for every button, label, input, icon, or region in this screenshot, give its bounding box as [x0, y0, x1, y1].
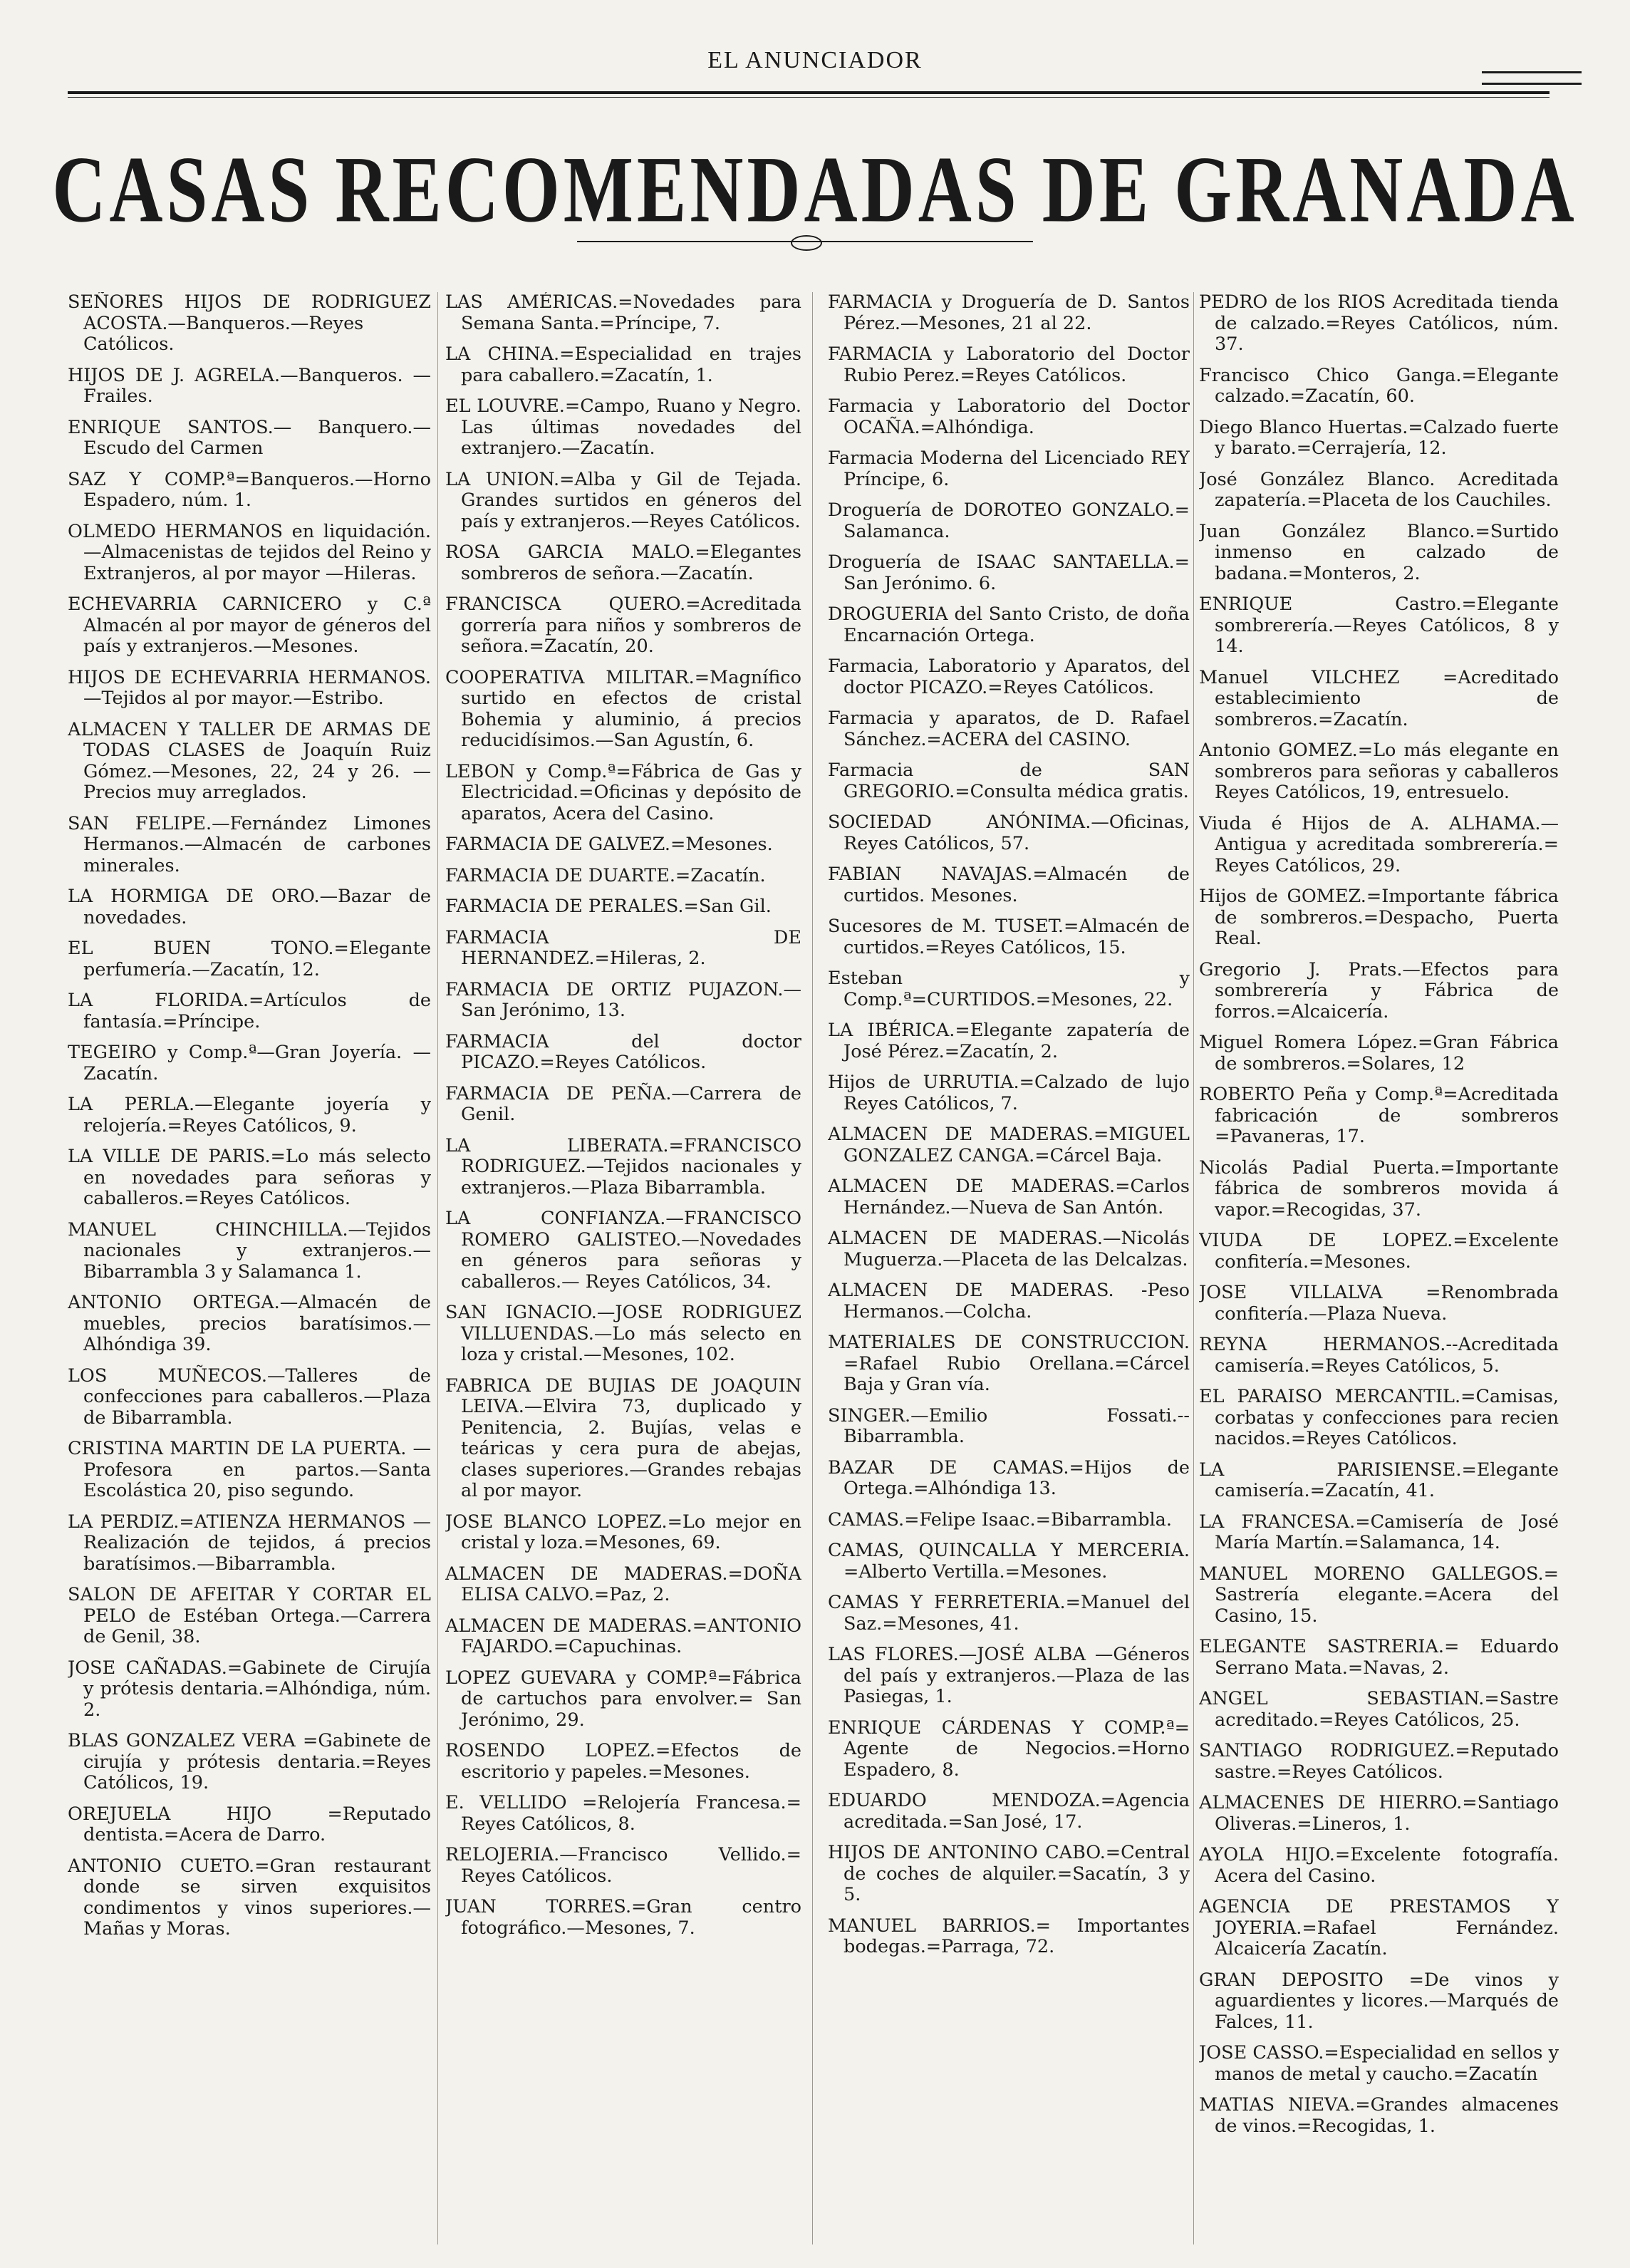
listing-entry: FARMACIA DE DUARTE.=Zacatín. — [445, 864, 766, 886]
listing-entry: ANGEL SEBASTIAN.=Sastre acreditado.=Reyes Católicos, 25. — [1199, 1688, 1559, 1731]
listing-entry: ALMACEN DE MADERAS. -Peso Hermanos.—Colcha. — [828, 1280, 1190, 1322]
listing-entry: ROSA GARCIA MALO.=Elegantes sombreros de señora.—Zacatín. — [445, 542, 801, 584]
listing-entry: LA UNION.=Alba y Gil de Tejada. Grandes surtidos en géneros del país y extranjeros.—Reyes Católicos. — [445, 468, 801, 532]
listing-entry: CAMAS.=Felipe Isaac.=Bibarrambla. — [828, 1508, 1172, 1531]
listing-entry: CAMAS, QUINCALLA Y MERCERIA. =Alberto Vertilla.=Mesones. — [828, 1540, 1190, 1583]
listing-entry: GRAN DEPOSITO =De vinos y aguardientes y licores.—Marqués de Falces, 11. — [1199, 1969, 1559, 2033]
listing-entry: Viuda é Hijos de A. ALHAMA.—Antigua y acreditada sombrerería.= Reyes Católicos, 29. — [1199, 812, 1559, 876]
listing-entry: Gregorio J. Prats.—Efectos para sombrerería y Fábrica de forros.=Alcaicería. — [1199, 958, 1559, 1022]
listing-entry: FARMACIA y Droguería de D. Santos Pérez.—Mesones, 21 al 22. — [828, 292, 1190, 334]
listing-entry: HIJOS DE J. AGRELA.—Banqueros. —Frailes. — [68, 364, 431, 407]
listing-entry: LAS AMÉRICAS.=Novedades para Semana Santa.=Príncipe, 7. — [445, 292, 801, 334]
listing-entry: Sucesores de M. TUSET.=Almacén de curtidos.=Reyes Católicos, 15. — [828, 916, 1190, 958]
listing-entry: LA PARISIENSE.=Elegante camisería.=Zacatín, 41. — [1199, 1459, 1559, 1501]
listing-entry: SINGER.—Emilio Fossati.--Bibarrambla. — [828, 1404, 1190, 1447]
header-rule — [68, 91, 1549, 94]
listing-entry: MANUEL MORENO GALLEGOS.= Sastrería elegante.=Acera del Casino, 15. — [1199, 1563, 1559, 1627]
listing-entry: José González Blanco. Acreditada zapatería.=Placeta de los Cauchiles. — [1199, 468, 1559, 511]
listing-entry: Droguería de ISAAC SANTAELLA.= San Jerónimo. 6. — [828, 552, 1190, 594]
listing-entry: FARMACIA del doctor PICAZO.=Reyes Católicos. — [445, 1030, 801, 1073]
publication-header: EL ANUNCIADOR — [707, 47, 923, 73]
listing-entry: FARMACIA DE HERNANDEZ.=Hileras, 2. — [445, 926, 801, 969]
listing-entry: Juan González Blanco.=Surtido inmenso en calzado de badana.=Monteros, 2. — [1199, 520, 1559, 584]
listing-entry: FARMACIA DE GALVEZ.=Mesones. — [445, 834, 773, 855]
listing-entry: SANTIAGO RODRIGUEZ.=Reputado sastre.=Reyes Católicos. — [1199, 1740, 1559, 1783]
listing-entry: LA HORMIGA DE ORO.—Bazar de novedades. — [68, 886, 431, 928]
listing-entry: VIUDA DE LOPEZ.=Excelente confitería.=Mesones. — [1199, 1230, 1559, 1273]
listing-entry: Francisco Chico Ganga.=Elegante calzado.=Zacatín, 60. — [1199, 364, 1559, 407]
listing-entry: Farmacia y aparatos, de D. Rafael Sánchez.=ACERA del CASINO. — [828, 708, 1190, 750]
listing-entry: ENRIQUE CÁRDENAS Y COMP.ª= Agente de Negocios.=Horno Espadero, 8. — [828, 1716, 1190, 1781]
listing-entry: ECHEVARRIA CARNICERO y C.ª Almacén al por mayor de géneros del país y extranjeros.—Mesones. — [68, 594, 431, 657]
column-divider — [1193, 292, 1194, 2244]
listing-entry: JOSE VILLALVA =Renombrada confitería.—Plaza Nueva. — [1199, 1282, 1559, 1325]
header-rule-thin — [68, 97, 1549, 98]
listing-entry: LA VILLE DE PARIS.=Lo más selecto en novedades para señoras y caballeros.=Reyes Católicos. — [68, 1146, 431, 1209]
listing-entry: Hijos de URRUTIA.=Calzado de lujo Reyes Católicos, 7. — [828, 1072, 1190, 1114]
listing-entry: JUAN TORRES.=Gran centro fotográfico.—Mesones, 7. — [445, 1896, 801, 1939]
listing-entry: Nicolás Padial Puerta.=Importante fábrica de sombreros movida á vapor.=Recogidas, 37. — [1199, 1156, 1559, 1221]
listing-entry: LOS MUÑECOS.—Talleres de confecciones para caballeros.—Plaza de Bibarrambla. — [68, 1365, 431, 1429]
listing-entry: MATERIALES DE CONSTRUCCION. =Rafael Rubio Orellana.=Cárcel Baja y Gran vía. — [828, 1332, 1190, 1395]
listing-entry: Antonio GOMEZ.=Lo más elegante en sombreros para señoras y caballeros Reyes Católicos, 19, entresuelo. — [1199, 740, 1559, 803]
listing-entry: ALMACEN DE MADERAS.=ANTONIO FAJARDO.=Capuchinas. — [445, 1615, 801, 1657]
listing-entry: ELEGANTE SASTRERIA.= Eduardo Serrano Mata.=Navas, 2. — [1199, 1636, 1559, 1679]
listing-entry: HIJOS DE ANTONINO CABO.=Central de coches de alquiler.=Sacatín, 3 y 5. — [828, 1842, 1190, 1905]
listing-entry: CRISTINA MARTIN DE LA PUERTA. —Profesora en partos.—Santa Escolástica 20, piso segundo. — [68, 1438, 431, 1501]
listing-entry: MANUEL BARRIOS.= Importantes bodegas.=Parraga, 72. — [828, 1915, 1190, 1957]
listing-entry: FABIAN NAVAJAS.=Almacén de curtidos. Mesones. — [828, 864, 1190, 906]
listing-entry: HIJOS DE ECHEVARRIA HERMANOS.—Tejidos al por mayor.—Estribo. — [68, 666, 431, 709]
listing-entry: ANTONIO CUETO.=Gran restaurant donde se sirven exquisitos condimentos y vinos superiores.—Mañas y Moras. — [68, 1855, 431, 1940]
listing-entry: OREJUELA HIJO =Reputado dentista.=Acera de Darro. — [68, 1803, 431, 1845]
listing-entry: MATIAS NIEVA.=Grandes almacenes de vinos.=Recogidas, 1. — [1199, 2094, 1559, 2137]
page-title: CASAS RECOMENDADAS DE GRANADA — [52, 137, 1578, 242]
listing-entry: Miguel Romera López.=Gran Fábrica de sombreros.=Solares, 12 — [1199, 1032, 1559, 1075]
listing-entry: FABRICA DE BUJIAS DE JOAQUIN LEIVA.—Elvira 73, duplicado y Penitencia, 2. Bujías, velas e teáricas y cera pura de abejas, clases superiores.—Grandes rebajas al por mayor. — [445, 1374, 801, 1501]
listing-entry: ALMACEN DE MADERAS.=MIGUEL GONZALEZ CANGA.=Cárcel Baja. — [828, 1124, 1190, 1166]
listing-entry: TEGEIRO y Comp.ª—Gran Joyería. —Zacatín. — [68, 1042, 431, 1084]
listing-entry: LA CONFIANZA.—FRANCISCO ROMERO GALISTEO.—Novedades en géneros para señoras y caballeros.— Reyes Católicos, 34. — [445, 1208, 801, 1293]
listing-entry: EDUARDO MENDOZA.=Agencia acreditada.=San José, 17. — [828, 1790, 1190, 1833]
listing-entry: LA IBÉRICA.=Elegante zapatería de José Pérez.=Zacatín, 2. — [828, 1020, 1190, 1062]
listing-entry: ALMACEN Y TALLER DE ARMAS DE TODAS CLASES de Joaquín Ruiz Gómez.—Mesones, 22, 24 y 26. —Precios muy arreglados. — [68, 718, 431, 803]
listing-entry: Esteban y Comp.ª=CURTIDOS.=Mesones, 22. — [828, 968, 1190, 1010]
listing-entry: REYNA HERMANOS.--Acreditada camisería.=Reyes Católicos, 5. — [1199, 1334, 1559, 1377]
listing-entry: SEÑORES HIJOS DE RODRIGUEZ ACOSTA.—Banqueros.—Reyes Católicos. — [68, 292, 431, 355]
listing-entry: ENRIQUE SANTOS.— Banquero.— Escudo del Carmen — [68, 416, 431, 459]
listing-entry: Farmacia y Laboratorio del Doctor OCAÑA.=Alhóndiga. — [828, 395, 1190, 438]
listing-entry: ENRIQUE Castro.=Elegante sombrerería.—Reyes Católicos, 8 y 14. — [1199, 594, 1559, 657]
listing-entry: JOSE CASSO.=Especialidad en sellos y manos de metal y caucho.=Zacatín — [1199, 2042, 1559, 2085]
listing-column-1 — [68, 292, 431, 2244]
listing-entry: SAN IGNACIO.—JOSE RODRIGUEZ VILLUENDAS.—Lo más selecto en loza y cristal.—Mesones, 102. — [445, 1302, 801, 1365]
listing-entry: FRANCISCA QUERO.=Acreditada gorrería para niños y sombreros de señora.=Zacatín, 20. — [445, 594, 801, 657]
listing-entry: ROBERTO Peña y Comp.ª=Acreditada fabricación de sombreros =Pavaneras, 17. — [1199, 1084, 1559, 1147]
listing-entry: LOPEZ GUEVARA y COMP.ª=Fábrica de cartuchos para envolver.= San Jerónimo, 29. — [445, 1667, 801, 1731]
listing-entry: LA CHINA.=Especialidad en trajes para caballero.=Zacatín, 1. — [445, 343, 801, 386]
listing-entry: Farmacia Moderna del Licenciado REY Príncipe, 6. — [828, 447, 1190, 490]
listing-entry: CAMAS Y FERRETERIA.=Manuel del Saz.=Mesones, 41. — [828, 1592, 1190, 1635]
listing-entry: EL PARAISO MERCANTIL.=Camisas, corbatas y confecciones para recien nacidos.=Reyes Católicos. — [1199, 1386, 1559, 1449]
listing-entry: Manuel VILCHEZ =Acreditado establecimiento de sombreros.=Zacatín. — [1199, 666, 1559, 730]
listing-entry: ROSENDO LOPEZ.=Efectos de escritorio y papeles.=Mesones. — [445, 1740, 801, 1783]
listing-entry: SAN FELIPE.—Fernández Limones Hermanos.—Almacén de carbones minerales. — [68, 812, 431, 876]
listing-entry: AYOLA HIJO.=Excelente fotografía. Acera del Casino. — [1199, 1844, 1559, 1887]
listing-entry: LEBON y Comp.ª=Fábrica de Gas y Electricidad.=Oficinas y depósito de aparatos, Acera del Casino. — [445, 760, 801, 824]
listing-entry: Farmacia de SAN GREGORIO.=Consulta médica gratis. — [828, 760, 1190, 802]
listing-entry: SAZ Y COMP.ª=Banqueros.—Horno Espadero, núm. 1. — [68, 468, 431, 511]
column-divider — [812, 292, 813, 2244]
listing-entry: Droguería de DOROTEO GONZALO.= Salamanca. — [828, 499, 1190, 542]
listing-entry: LA FRANCESA.=Camisería de José María Martín.=Salamanca, 14. — [1199, 1511, 1559, 1553]
listing-entry: ALMACENES DE HIERRO.=Santiago Oliveras.=Lineros, 1. — [1199, 1792, 1559, 1835]
listing-entry: E. VELLIDO =Relojería Francesa.= Reyes Católicos, 8. — [445, 1792, 801, 1835]
corner-rule — [1482, 71, 1582, 73]
listing-entry: LA PERLA.—Elegante joyería y relojería.=Reyes Católicos, 9. — [68, 1094, 431, 1136]
listing-column-4 — [1199, 292, 1559, 2244]
listing-entry: ANTONIO ORTEGA.—Almacén de muebles, precios baratísimos.—Alhóndiga 39. — [68, 1292, 431, 1355]
listing-entry: DROGUERIA del Santo Cristo, de doña Encarnación Ortega. — [828, 604, 1190, 646]
listing-entry: SALON DE AFEITAR Y CORTAR EL PELO de Estéban Ortega.—Carrera de Genil, 38. — [68, 1584, 431, 1647]
listing-entry: FARMACIA DE PERALES.=San Gil. — [445, 896, 772, 917]
listing-entry: ALMACEN DE MADERAS.—Nicolás Muguerza.—Placeta de las Delcalzas. — [828, 1228, 1190, 1270]
listing-entry: ALMACEN DE MADERAS.=Carlos Hernández.—Nueva de San Antón. — [828, 1176, 1190, 1218]
column-divider — [437, 292, 438, 2244]
listing-entry: COOPERATIVA MILITAR.=Magnífico surtido en efectos de cristal Bohemia y aluminio, á precios reducidísimos.—San Agustín, 6. — [445, 666, 801, 751]
listing-entry: BLAS GONZALEZ VERA =Gabinete de cirujía y prótesis dentaria.=Reyes Católicos, 19. — [68, 1730, 431, 1793]
listing-entry: LA LIBERATA.=FRANCISCO RODRIGUEZ.—Tejidos nacionales y extranjeros.—Plaza Bibarrambla. — [445, 1134, 801, 1198]
title-ornament — [577, 234, 1033, 251]
listing-entry: LA FLORIDA.=Artículos de fantasía.=Príncipe. — [68, 990, 431, 1032]
listing-column-3 — [828, 292, 1190, 2244]
listing-entry: EL LOUVRE.=Campo, Ruano y Negro. Las últimas novedades del extranjero.—Zacatín. — [445, 395, 801, 459]
listing-entry: OLMEDO HERMANOS en liquidación.—Almacenistas de tejidos del Reino y Extranjeros, al por mayor —Hileras. — [68, 520, 431, 584]
listing-entry: Diego Blanco Huertas.=Calzado fuerte y barato.=Cerrajería, 12. — [1199, 416, 1559, 459]
listing-entry: PEDRO de los RIOS Acreditada tienda de calzado.=Reyes Católicos, núm. 37. — [1199, 292, 1559, 355]
listing-column-2 — [445, 292, 801, 2244]
listing-entry: RELOJERIA.—Francisco Vellido.= Reyes Católicos. — [445, 1844, 801, 1887]
listing-entry: LA PERDIZ.=ATIENZA HERMANOS —Realización de tejidos, á precios baratísimos.—Bibarrambla. — [68, 1511, 431, 1575]
listing-entry: BAZAR DE CAMAS.=Hijos de Ortega.=Alhóndiga 13. — [828, 1456, 1190, 1499]
listing-entry: EL BUEN TONO.=Elegante perfumería.—Zacatín, 12. — [68, 938, 431, 980]
listing-entry: LAS FLORES.—JOSÉ ALBA —Géneros del país y extranjeros.—Plaza de las Pasiegas, 1. — [828, 1644, 1190, 1707]
listing-entry: MANUEL CHINCHILLA.—Tejidos nacionales y extranjeros.—Bibarrambla 3 y Salamanca 1. — [68, 1218, 431, 1283]
listing-entry: Hijos de GOMEZ.=Importante fábrica de sombreros.=Despacho, Puerta Real. — [1199, 886, 1559, 949]
listing-entry: JOSE CAÑADAS.=Gabinete de Cirujía y prótesis dentaria.=Alhóndiga, núm. 2. — [68, 1657, 431, 1721]
listing-entry: Farmacia, Laboratorio y Aparatos, del doctor PICAZO.=Reyes Católicos. — [828, 656, 1190, 698]
listing-entry: FARMACIA DE PEÑA.—Carrera de Genil. — [445, 1082, 801, 1125]
listing-entry: FARMACIA DE ORTIZ PUJAZON.— San Jerónimo, 13. — [445, 978, 801, 1021]
listing-entry: ALMACEN DE MADERAS.=DOÑA ELISA CALVO.=Paz, 2. — [445, 1563, 801, 1605]
corner-rule-lower — [1482, 83, 1582, 85]
listing-entry: JOSE BLANCO LOPEZ.=Lo mejor en cristal y loza.=Mesones, 69. — [445, 1511, 801, 1553]
listing-entry: FARMACIA y Laboratorio del Doctor Rubio Perez.=Reyes Católicos. — [828, 343, 1190, 386]
listing-entry: SOCIEDAD ANÓNIMA.—Oficinas, Reyes Católicos, 57. — [828, 812, 1190, 854]
listing-entry: AGENCIA DE PRESTAMOS Y JOYERIA.=Rafael Fernández. Alcaicería Zacatín. — [1199, 1896, 1559, 1959]
